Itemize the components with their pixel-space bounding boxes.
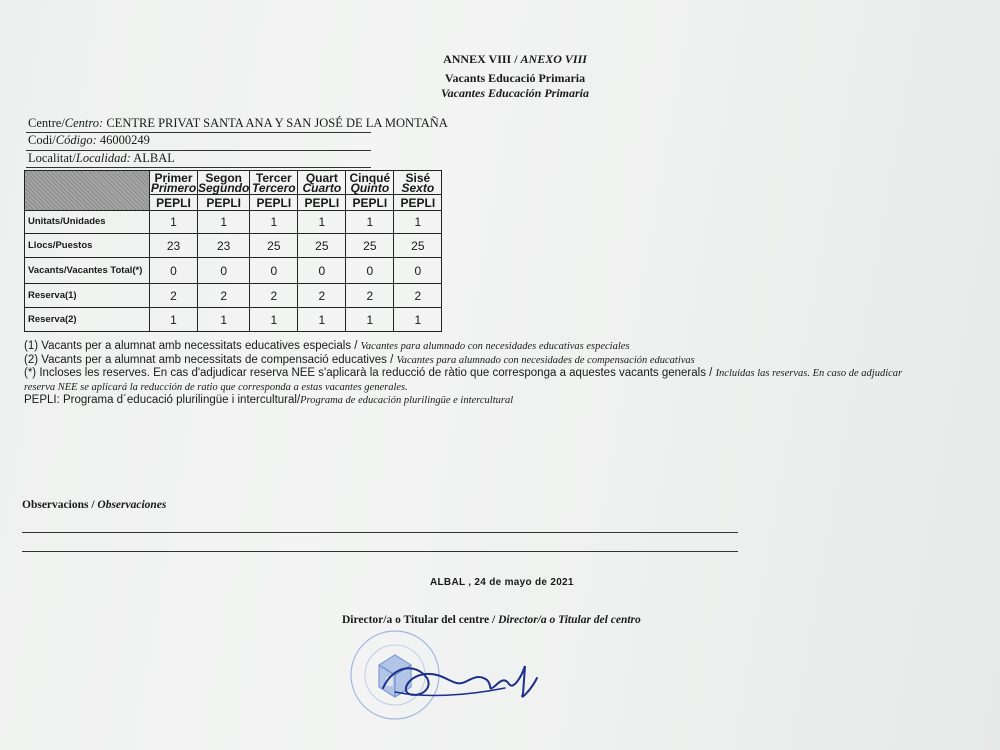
code-value: 46000249 (99, 133, 150, 147)
table-row (25, 211, 442, 234)
table-cell: 25 (298, 234, 346, 258)
col-header: Sisé Sexto (394, 171, 442, 195)
table-cell: 1 (346, 211, 394, 234)
doc-title-ca: Vacants Educació Primaria (444, 71, 586, 85)
row-label: Reserva(1) (25, 284, 150, 308)
table-cell: 2 (298, 284, 346, 308)
footnote-3: (*) Incloses les reserves. En cas d'adjudicar reserva NEE s'aplicarà la reducció de ràtio que corresponga a aquestes vacants generals / Incluidas las reservas. En caso de adjudicar (24, 367, 903, 379)
table-cell: 2 (250, 284, 298, 308)
table-cell: 1 (150, 308, 198, 332)
locality-field: Localitat/Localidad: ALBAL (28, 151, 175, 165)
row-label: Reserva(2) (25, 308, 150, 332)
table-cell: 1 (150, 211, 198, 234)
centre-field: Centre/Centro: CENTRE PRIVAT SANTA ANA Y SAN JOSÉ DE LA MONTAÑA (28, 116, 448, 130)
annex-title-es: ANEXO VIII (520, 52, 587, 66)
col-tag: PEPLI (150, 195, 198, 211)
vacancies-table (24, 170, 442, 332)
row-label: Llocs/Puestos (25, 234, 150, 258)
col-header: Cinqué Quinto (346, 171, 394, 195)
footnote-pepli: PEPLI: Programa d´educació plurilingüe i intercultural/Programa de educación plurilingüe e intercultural (24, 394, 514, 406)
table-cell: 1 (198, 308, 250, 332)
table-row (25, 258, 442, 284)
footnotes (24, 340, 1000, 408)
code-field: Codi/Código: 46000249 (28, 133, 150, 147)
table-cell: 25 (250, 234, 298, 258)
table-cell: 25 (394, 234, 442, 258)
col-tag: PEPLI (298, 195, 346, 211)
footnote-2: (2) Vacants per a alumnat amb necessitats de compensació educatives / Vacantes para alumnado con necesidades de compensación educativas (24, 353, 695, 366)
handwritten-signature-icon (375, 648, 545, 713)
annex-title-ca: ANNEX VIII / (443, 52, 521, 66)
footnote-1: (1) Vacants per a alumnat amb necessitats educatives especials / Vacantes para alumnado con necesidades educativas especiales (24, 340, 630, 352)
date-line: ALBAL , 24 de mayo de 2021 (430, 577, 574, 588)
table-cell: 1 (298, 211, 346, 234)
table-cell: 1 (346, 308, 394, 332)
table-row (25, 234, 442, 258)
table-cell: 0 (198, 258, 250, 284)
table-cell: 0 (250, 258, 298, 284)
table-cell: 2 (198, 284, 250, 308)
col-tag: PEPLI (346, 195, 394, 211)
table-cell: 0 (298, 258, 346, 284)
table-cell: 2 (394, 284, 442, 308)
col-header: Tercer Tercero (250, 171, 298, 195)
col-tag: PEPLI (250, 195, 298, 211)
table-cell: 0 (394, 258, 442, 284)
table-cell: 1 (394, 211, 442, 234)
col-tag: PEPLI (394, 195, 442, 211)
table-cell: 0 (346, 258, 394, 284)
col-header: Segon Segundo (198, 170, 250, 195)
table-corner-cell (25, 171, 150, 211)
table-cell: 2 (346, 284, 394, 308)
doc-title-es: Vacantes Educación Primaria (440, 86, 589, 100)
table-cell: 23 (198, 234, 250, 258)
row-label: Vacants/Vacantes Total(*) (25, 258, 150, 284)
table-cell: 1 (198, 211, 250, 234)
col-tag: PEPLI (198, 195, 250, 211)
table-row (25, 284, 442, 308)
observations-label: Observacions / Observaciones (22, 499, 167, 511)
observations-line-2 (22, 551, 738, 552)
table-cell: 1 (298, 308, 346, 332)
annex-title (0, 52, 1000, 67)
centre-value: CENTRE PRIVAT SANTA ANA Y SAN JOSÉ DE LA MONTAÑA (106, 116, 448, 130)
director-label: Director/a o Titular del centre / Director/a o Titular del centro (342, 614, 641, 626)
table-cell: 1 (250, 308, 298, 332)
table-cell: 23 (150, 234, 198, 258)
col-header: Primer Primero (150, 170, 197, 195)
col-header: Quart Cuarto (298, 171, 346, 195)
table-cell: 25 (346, 234, 394, 258)
table-cell: 1 (250, 211, 298, 234)
table-header-row (25, 171, 442, 195)
observations-line-1 (22, 532, 738, 533)
table-cell: 1 (394, 308, 442, 332)
table-row (25, 308, 442, 332)
locality-underline (26, 167, 371, 168)
table-cell: 2 (150, 284, 198, 308)
footnote-3-cont: reserva NEE se aplicará la reducción de ratio que corresponda a estas vacantes generales. (24, 381, 408, 393)
row-label: Unitats/Unidades (25, 211, 150, 234)
locality-value: ALBAL (133, 151, 175, 165)
table-cell: 0 (150, 258, 198, 284)
